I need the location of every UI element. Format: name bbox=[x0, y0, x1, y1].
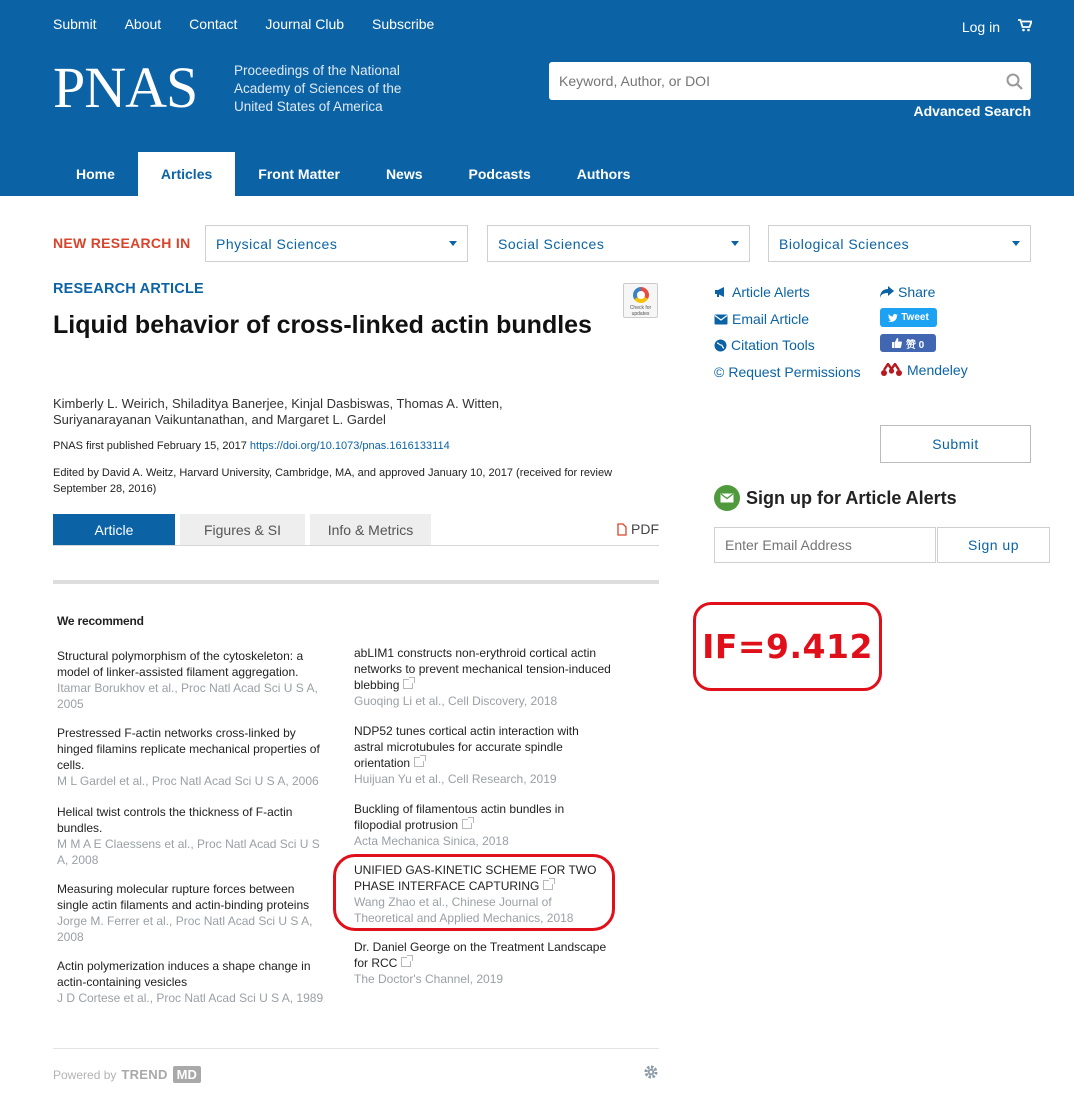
list-item[interactable] bbox=[354, 801, 584, 849]
signup-heading bbox=[714, 485, 957, 511]
mendeley-icon bbox=[880, 363, 903, 377]
rec-source: Guoqing Li et al., Cell Discovery, 2018 bbox=[354, 694, 558, 708]
new-research-label: NEW RESEARCH IN bbox=[53, 235, 191, 251]
trendmd-logo-md: MD bbox=[173, 1066, 201, 1083]
rec-source: Huijuan Yu et al., Cell Research, 2019 bbox=[354, 772, 557, 786]
biological-sciences-dropdown[interactable] bbox=[768, 225, 1031, 262]
tab-figures-si[interactable]: Figures & SI bbox=[180, 514, 305, 545]
signup-heading-text: Sign up for Article Alerts bbox=[746, 487, 957, 508]
tab-info-metrics[interactable]: Info & Metrics bbox=[310, 514, 431, 545]
caret-down-icon bbox=[1012, 241, 1020, 246]
trendmd-logo-trend: TREND bbox=[121, 1067, 168, 1082]
rec-source: J D Cortese et al., Proc Natl Acad Sci U S A, 1989 bbox=[57, 991, 324, 1005]
top-link-journal-club[interactable]: Journal Club bbox=[265, 16, 345, 32]
request-permissions-label: Request Permissions bbox=[728, 364, 861, 380]
doi-link[interactable]: https://doi.org/10.1073/pnas.1616133114 bbox=[249, 440, 450, 452]
external-link-icon bbox=[403, 679, 413, 689]
rec-title: Dr. Daniel George on the Treatment Landscape for RCC bbox=[354, 940, 607, 970]
top-link-submit[interactable]: Submit bbox=[53, 16, 97, 32]
pnas-tagline: Proceedings of the National Academy of Sciences of the United States of America bbox=[234, 63, 402, 114]
cart-icon[interactable] bbox=[1018, 19, 1032, 37]
pdf-label: PDF bbox=[631, 521, 659, 537]
external-link-icon bbox=[401, 957, 411, 967]
rec-source: M L Gardel et al., Proc Natl Acad Sci U S A, 2006 bbox=[57, 774, 319, 788]
rec-title: Prestressed F-actin networks cross-linked by hinged filamins replicate mechanical properties of cells. bbox=[57, 726, 320, 772]
top-link-subscribe[interactable]: Subscribe bbox=[372, 16, 435, 32]
recommend-heading: We recommend bbox=[57, 614, 144, 628]
edited-by: Edited by David A. Weitz, Harvard University, Cambridge, MA, and approved January 10, 2017 (received for review September 28, 2016) bbox=[53, 467, 613, 495]
rec-source: The Doctor's Channel, 2019 bbox=[354, 972, 504, 986]
crossmark-icon bbox=[633, 287, 649, 303]
dropdown-label: Physical Sciences bbox=[216, 235, 338, 252]
list-item[interactable] bbox=[354, 645, 614, 709]
site-header bbox=[0, 0, 1074, 196]
like-label: 赞 0 bbox=[905, 339, 925, 351]
tab-article[interactable]: Article bbox=[53, 514, 175, 545]
nav-front-matter[interactable]: Front Matter bbox=[258, 166, 340, 182]
list-item[interactable] bbox=[57, 804, 327, 868]
impact-factor-annotation bbox=[693, 602, 882, 691]
rec-title: abLIM1 constructs non-erythroid cortical actin networks to prevent mechanical tension-induced blebbing bbox=[354, 646, 611, 692]
highlight-annotation-box bbox=[333, 854, 615, 931]
rec-title: Measuring molecular rupture forces between single actin filaments and actin-binding proteins bbox=[57, 882, 310, 912]
share-link[interactable] bbox=[880, 284, 935, 300]
check-for-updates-label: Check for updates bbox=[629, 305, 652, 317]
top-links bbox=[53, 16, 462, 32]
email-field[interactable] bbox=[725, 537, 925, 553]
citation-tools-label: Citation Tools bbox=[731, 337, 815, 353]
main-nav bbox=[53, 152, 653, 196]
article-authors: Kimberly L. Weirich, Shiladitya Banerjee, Kinjal Dasbiswas, Thomas A. Witten, Suriyanarayanan Vaikuntanathan, and Margaret L. Gardel bbox=[53, 396, 503, 427]
dropdown-label: Social Sciences bbox=[498, 235, 605, 252]
nav-podcasts[interactable]: Podcasts bbox=[468, 166, 531, 182]
nav-articles[interactable]: Articles bbox=[138, 152, 235, 196]
list-item[interactable] bbox=[57, 881, 322, 945]
copyright-icon: © bbox=[714, 364, 725, 380]
rec-title: Actin polymerization induces a shape change in actin-containing vesicles bbox=[57, 959, 311, 989]
article-title: Liquid behavior of cross-linked actin bundles bbox=[53, 311, 592, 339]
pnas-logo[interactable]: PNAS bbox=[53, 55, 198, 120]
article-type: RESEARCH ARTICLE bbox=[53, 281, 204, 297]
megaphone-icon bbox=[714, 286, 728, 298]
list-item[interactable] bbox=[57, 958, 327, 1006]
rec-title: Buckling of filamentous actin bundles in filopodial protrusion bbox=[354, 802, 565, 832]
rec-source: Jorge M. Ferrer et al., Proc Natl Acad Sci U S A, 2008 bbox=[57, 914, 313, 944]
pdf-link[interactable] bbox=[617, 521, 659, 537]
published-date: PNAS first published February 15, 2017 bbox=[53, 440, 247, 452]
check-for-updates-badge[interactable] bbox=[623, 283, 658, 318]
article-tabs bbox=[53, 514, 659, 546]
rec-title: UNIFIED GAS-KINETIC SCHEME FOR TWO PHASE INTERFACE CAPTURING bbox=[354, 863, 597, 893]
list-item[interactable] bbox=[57, 648, 327, 712]
email-envelope-icon bbox=[714, 485, 740, 511]
rec-source: Wang Zhao et al., Chinese Journal of Theoretical and Applied Mechanics, 2018 bbox=[354, 895, 574, 925]
gear-icon[interactable] bbox=[643, 1064, 659, 1085]
nav-news[interactable]: News bbox=[385, 166, 423, 182]
search-icon[interactable] bbox=[997, 73, 1031, 90]
physical-sciences-dropdown[interactable] bbox=[205, 225, 468, 262]
article-alerts-link[interactable] bbox=[714, 284, 810, 300]
login-link[interactable]: Log in bbox=[961, 19, 1000, 35]
external-link-icon bbox=[414, 757, 424, 767]
share-label: Share bbox=[898, 284, 936, 300]
caret-down-icon bbox=[731, 241, 739, 246]
thumbs-up-icon bbox=[892, 338, 902, 348]
rec-source: Acta Mechanica Sinica, 2018 bbox=[354, 834, 509, 848]
rec-title: Structural polymorphism of the cytoskeleton: a model of linker-assisted filament aggregation. bbox=[57, 649, 304, 679]
search-input[interactable] bbox=[559, 73, 997, 89]
impact-factor-text: IF=9.412 bbox=[702, 627, 873, 666]
powered-by-label: Powered by bbox=[53, 1067, 117, 1082]
rec-source: Itamar Borukhov et al., Proc Natl Acad Sci U S A, 2005 bbox=[57, 681, 318, 711]
request-permissions-link[interactable] bbox=[714, 364, 861, 380]
rec-title: NDP52 tunes cortical actin interaction with astral microtubules for accurate spindle orientation bbox=[354, 724, 579, 770]
twitter-bird-icon bbox=[888, 314, 898, 322]
email-field-wrapper bbox=[714, 527, 936, 563]
dropdown-label: Biological Sciences bbox=[779, 235, 910, 252]
list-item[interactable] bbox=[57, 725, 327, 789]
search-box bbox=[549, 62, 1031, 100]
pdf-icon bbox=[617, 523, 627, 536]
top-link-contact[interactable]: Contact bbox=[189, 16, 238, 32]
tweet-label: Tweet bbox=[901, 312, 929, 323]
sign-up-button[interactable]: Sign up bbox=[937, 527, 1050, 563]
envelope-icon bbox=[714, 314, 728, 325]
footer-divider bbox=[53, 1048, 659, 1049]
share-icon bbox=[880, 286, 894, 298]
like-button[interactable] bbox=[880, 334, 936, 352]
section-divider bbox=[53, 580, 659, 584]
rec-title: Helical twist controls the thickness of F-actin bundles. bbox=[57, 805, 293, 835]
social-sciences-dropdown[interactable] bbox=[487, 225, 750, 262]
email-article-label: Email Article bbox=[732, 311, 810, 327]
powered-by-trendmd[interactable] bbox=[53, 1066, 201, 1083]
mendeley-label: Mendeley bbox=[907, 362, 968, 378]
rec-source: M M A E Claessens et al., Proc Natl Acad Sci U S A, 2008 bbox=[57, 837, 320, 867]
published-line bbox=[53, 440, 450, 452]
top-link-about[interactable]: About bbox=[124, 16, 162, 32]
globe-icon bbox=[714, 339, 727, 352]
mendeley-link[interactable] bbox=[880, 362, 968, 378]
email-article-link[interactable] bbox=[714, 311, 809, 327]
article-alerts-label: Article Alerts bbox=[732, 284, 810, 300]
list-item[interactable] bbox=[354, 939, 619, 987]
external-link-icon bbox=[462, 819, 472, 829]
tweet-button[interactable] bbox=[880, 308, 937, 327]
submit-button[interactable]: Submit bbox=[880, 425, 1031, 463]
advanced-search-link[interactable]: Advanced Search bbox=[913, 103, 1031, 119]
list-item[interactable] bbox=[354, 723, 604, 787]
nav-home[interactable]: Home bbox=[76, 166, 115, 182]
caret-down-icon bbox=[449, 241, 457, 246]
nav-authors[interactable]: Authors bbox=[576, 166, 631, 182]
citation-tools-link[interactable] bbox=[714, 337, 815, 353]
